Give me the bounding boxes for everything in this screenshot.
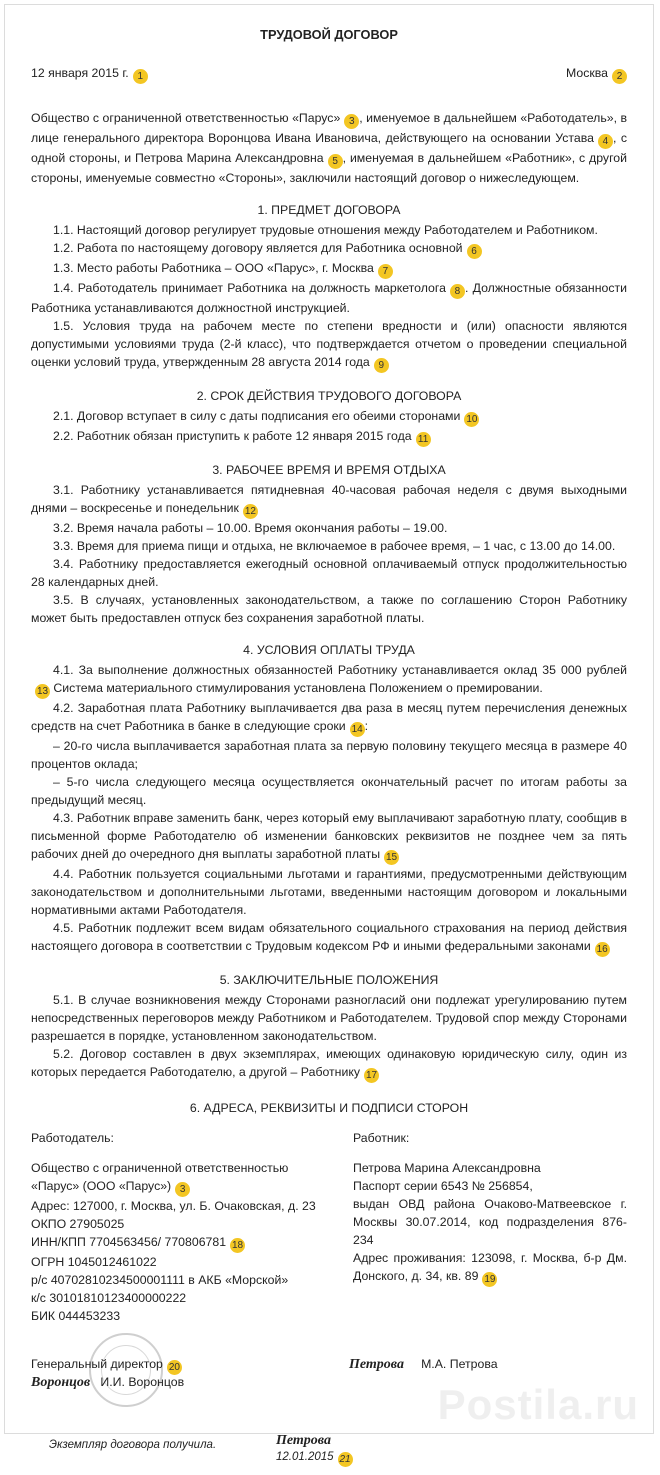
clause: 3.2. Время начала работы – 10.00. Время окончания работы – 19.00.: [53, 521, 448, 535]
section-title: 2. СРОК ДЕЙСТВИЯ ТРУДОВОГО ДОГОВОРА: [196, 389, 462, 403]
clause-text: 4.1. За выполнение должностных обязанностей Работнику устанавливается оклад 35 000 рублей: [53, 663, 627, 677]
clause-text: . Должностные обязанности Работника устанавливаются должностной инструкцией.: [31, 281, 627, 315]
contract-date: [31, 66, 148, 84]
contract-document: [31, 27, 627, 1475]
clause: [31, 239, 627, 259]
clause: [31, 427, 627, 447]
received-signature: Петрова: [276, 1433, 331, 1448]
clause: [31, 481, 627, 519]
note-badge: 8: [450, 284, 465, 299]
clause-text: 4.5. Работник подлежит всем видам обязательного социального страхования на период действия настоящего договора в соответствии с Трудовым кодексом РФ и иными федеральными законами: [31, 921, 627, 953]
contract-city: [566, 66, 627, 84]
city-text: Москва: [566, 66, 608, 80]
detail-line: выдан ОВД района Очаково-Матвеевское г. Москвы 30.07.2014, код подразделения 876-234: [353, 1197, 627, 1247]
note-badge: 20: [168, 1362, 180, 1373]
director-signature-line: [31, 1373, 184, 1392]
clause: [31, 809, 627, 865]
detail-line: Адрес: 127000, г. Москва, ул. Б. Очаковская, д. 23: [31, 1199, 316, 1213]
date-city-row: [31, 66, 627, 84]
note-badge: 18: [231, 1240, 244, 1251]
received-date: [276, 1451, 353, 1467]
section-title: 3. РАБОЧЕЕ ВРЕМЯ И ВРЕМЯ ОТДЫХА: [212, 463, 446, 477]
note-badge: 15: [385, 852, 398, 863]
clause-text: 5.2. Договор составлен в двух экземплярах, имеющих одинаковую юридическую силу, один из которых передается Работодателю, а другой – Работнику: [31, 1047, 627, 1079]
note-badge: 3: [344, 114, 359, 129]
intro-text: , именуемое в дальнейшем «Работодатель», в лице генерального директора Воронцова Ивана Ивановича, действующего на основании Устава: [31, 111, 627, 145]
clause: – 20-го числа выплачивается заработная плата за первую половину текущего месяца в размере 40 процентов оклада;: [31, 739, 627, 771]
intro-text: , именуемая в дальнейшем «Работник», с другой стороны, именуемые совместно «Стороны», заключили настоящий договор о нижеследующем.: [31, 151, 627, 185]
note-badge: 5: [328, 154, 343, 169]
clause-text: 1.4. Работодатель принимает Работника на должность маркетолога: [53, 281, 446, 295]
detail-text: Адрес проживания: 123098, г. Москва, б-р Дм. Донского, д. 34, кв. 89: [353, 1251, 627, 1283]
employee-signature: Петрова: [349, 1357, 404, 1372]
clause-text: 3.1. Работнику устанавливается пятидневная 40-часовая рабочая неделя с двумя выходными днями – воскресенье и понедельник: [31, 483, 627, 515]
detail-line: Петрова Марина Александровна: [353, 1161, 541, 1175]
clause-text: 4.3. Работник вправе заменить банк, через который ему выплачивают заработную плату, сообщив в письменной форме Работодателю об изменении банковских реквизитов не позднее чем за пять рабочих дней до очередного дня выплаты заработной платы: [31, 811, 628, 861]
date-text: 12 января 2015 г.: [31, 66, 129, 80]
clause: 3.4. Работнику предоставляется ежегодный основной оплачиваемый отпуск продолжительностью 28 календарных дней.: [31, 557, 627, 589]
clause: [31, 1045, 627, 1083]
clause: 1.1. Настоящий договор регулирует трудовые отношения между Работодателем и Работником.: [53, 223, 598, 237]
received-note: Экземпляр договора получила.: [49, 1439, 217, 1451]
note-badge: 3: [175, 1182, 190, 1197]
note-badge: 14: [351, 724, 363, 735]
director-name: И.И. Воронцов: [100, 1375, 185, 1389]
director-title-text: Генеральный директор: [31, 1357, 163, 1371]
section-title: 5. ЗАКЛЮЧИТЕЛЬНЫЕ ПОЛОЖЕНИЯ: [219, 973, 439, 987]
note-badge: 21: [339, 1454, 351, 1465]
detail-line: БИК 044453233: [31, 1309, 121, 1323]
clause-text: 4.2. Заработная плата Работнику выплачивается два раза в месяц путем перечисления денежных средств на счет Работника в банке в следующие сроки: [31, 701, 627, 733]
clause: 5.1. В случае возникновения между Сторонами разногласий они подлежат урегулированию путем непосредственных переговоров между Работником и Работодателем. Трудовой спор между Сторонами разрешается в порядке, установленном законодательством.: [31, 993, 627, 1043]
clause: 4.4. Работник пользуется социальными льготами и гарантиями, предусмотренными действующим законодательством и дополнительными льготами, введенными настоящим договором и локальными нормативными актами Работодателя.: [31, 867, 627, 917]
section-title: 1. ПРЕДМЕТ ДОГОВОРА: [257, 203, 401, 217]
director-signature: Воронцов: [31, 1375, 91, 1390]
note-badge: 12: [244, 506, 256, 517]
clause-text: 1.5. Условия труда на рабочем месте по степени вредности и (или) опасности являются допустимыми условиями труда (2-й класс), что подтверждается отчетом о проведении специальной оценки условий труда, утвержденным 28 августа 2014 года: [31, 319, 627, 369]
note-badge: 2: [612, 69, 627, 84]
detail-line: Общество с ограниченной ответственностью: [31, 1161, 289, 1175]
detail-text: ИНН/КПП 7704563456/ 770806781: [31, 1235, 227, 1249]
note-badge: 4: [598, 134, 613, 149]
note-badge: 13: [36, 686, 49, 697]
clause: 3.5. В случаях, установленных законодательством, а также по соглашению Сторон Работнику может быть предоставлен отпуск без сохранения заработной платы.: [31, 593, 627, 625]
intro-text: Общество с ограниченной ответственностью «Парус»: [31, 111, 341, 125]
note-badge: 17: [365, 1070, 378, 1081]
clause: [31, 279, 627, 317]
document-page: [4, 4, 654, 1465]
clause: [31, 699, 627, 737]
received-date-text: 12.01.2015: [276, 1451, 334, 1463]
detail-line: [31, 1177, 323, 1197]
clause: 3.3. Время для приема пищи и отдыха, не включаемое в рабочее время, – 1 час, с 13.00 до 14.00.: [53, 539, 616, 553]
clause: [31, 407, 627, 427]
detail-line: ОКПО 27905025: [31, 1217, 125, 1231]
detail-line: Паспорт серии 6543 № 256854,: [353, 1179, 533, 1193]
clause-text: Система материального стимулирования установлена Положением о премировании.: [50, 681, 543, 695]
clause-text: 1.2. Работа по настоящему договору является для Работника основной: [53, 241, 463, 255]
clause: – 5-го числа следующего месяца осуществляется окончательный расчет по итогам работы за предыдущий месяц.: [31, 775, 627, 807]
director-title: [31, 1355, 182, 1375]
detail-line: [353, 1249, 627, 1287]
note-badge: 16: [596, 944, 608, 955]
document-title: ТРУДОВОЙ ДОГОВОР: [260, 27, 398, 42]
intro-paragraph: [31, 109, 627, 187]
employee-name: М.А. Петрова: [421, 1357, 498, 1371]
note-badge: 6: [467, 244, 482, 259]
detail-line: ОГРН 1045012461022: [31, 1255, 157, 1269]
intro-text: , с одной стороны, и Петрова Марина Александровна: [31, 131, 627, 165]
detail-text: «Парус» (ООО «Парус»): [31, 1179, 172, 1193]
clause-text: 2.1. Договор вступает в силу с даты подписания его обеими сторонами: [53, 409, 461, 423]
note-badge: 1: [133, 69, 148, 84]
clause-text: :: [364, 719, 369, 733]
clause-text: 1.3. Место работы Работника – ООО «Парус», г. Москва: [53, 261, 374, 275]
note-badge: 19: [484, 1274, 496, 1285]
clause: [31, 919, 627, 957]
detail-line: [31, 1233, 323, 1253]
employer-heading: Работодатель:: [31, 1131, 114, 1145]
employee-details: [353, 1129, 627, 1325]
clause-text: 2.2. Работник обязан приступить к работе 12 января 2015 года: [53, 429, 412, 443]
clause: [31, 259, 627, 279]
detail-line: к/с 30101810123400000222: [31, 1291, 187, 1305]
employer-details: [31, 1129, 323, 1325]
section-title: 6. АДРЕСА, РЕКВИЗИТЫ И ПОДПИСИ СТОРОН: [189, 1101, 469, 1115]
note-badge: 10: [466, 414, 478, 425]
parties-details: [31, 1129, 627, 1325]
clause: [31, 317, 627, 373]
employee-signature-line: [349, 1355, 498, 1374]
section-title: 4. УСЛОВИЯ ОПЛАТЫ ТРУДА: [243, 643, 415, 657]
note-badge: 9: [374, 358, 389, 373]
watermark-logo: Postila.ru: [437, 1381, 639, 1428]
detail-line: р/с 40702810234500001111 в АКБ «Морской»: [31, 1273, 289, 1287]
note-badge: 11: [416, 432, 431, 447]
clause: [31, 661, 627, 699]
employee-heading: Работник:: [353, 1131, 410, 1145]
note-badge: 7: [378, 264, 393, 279]
